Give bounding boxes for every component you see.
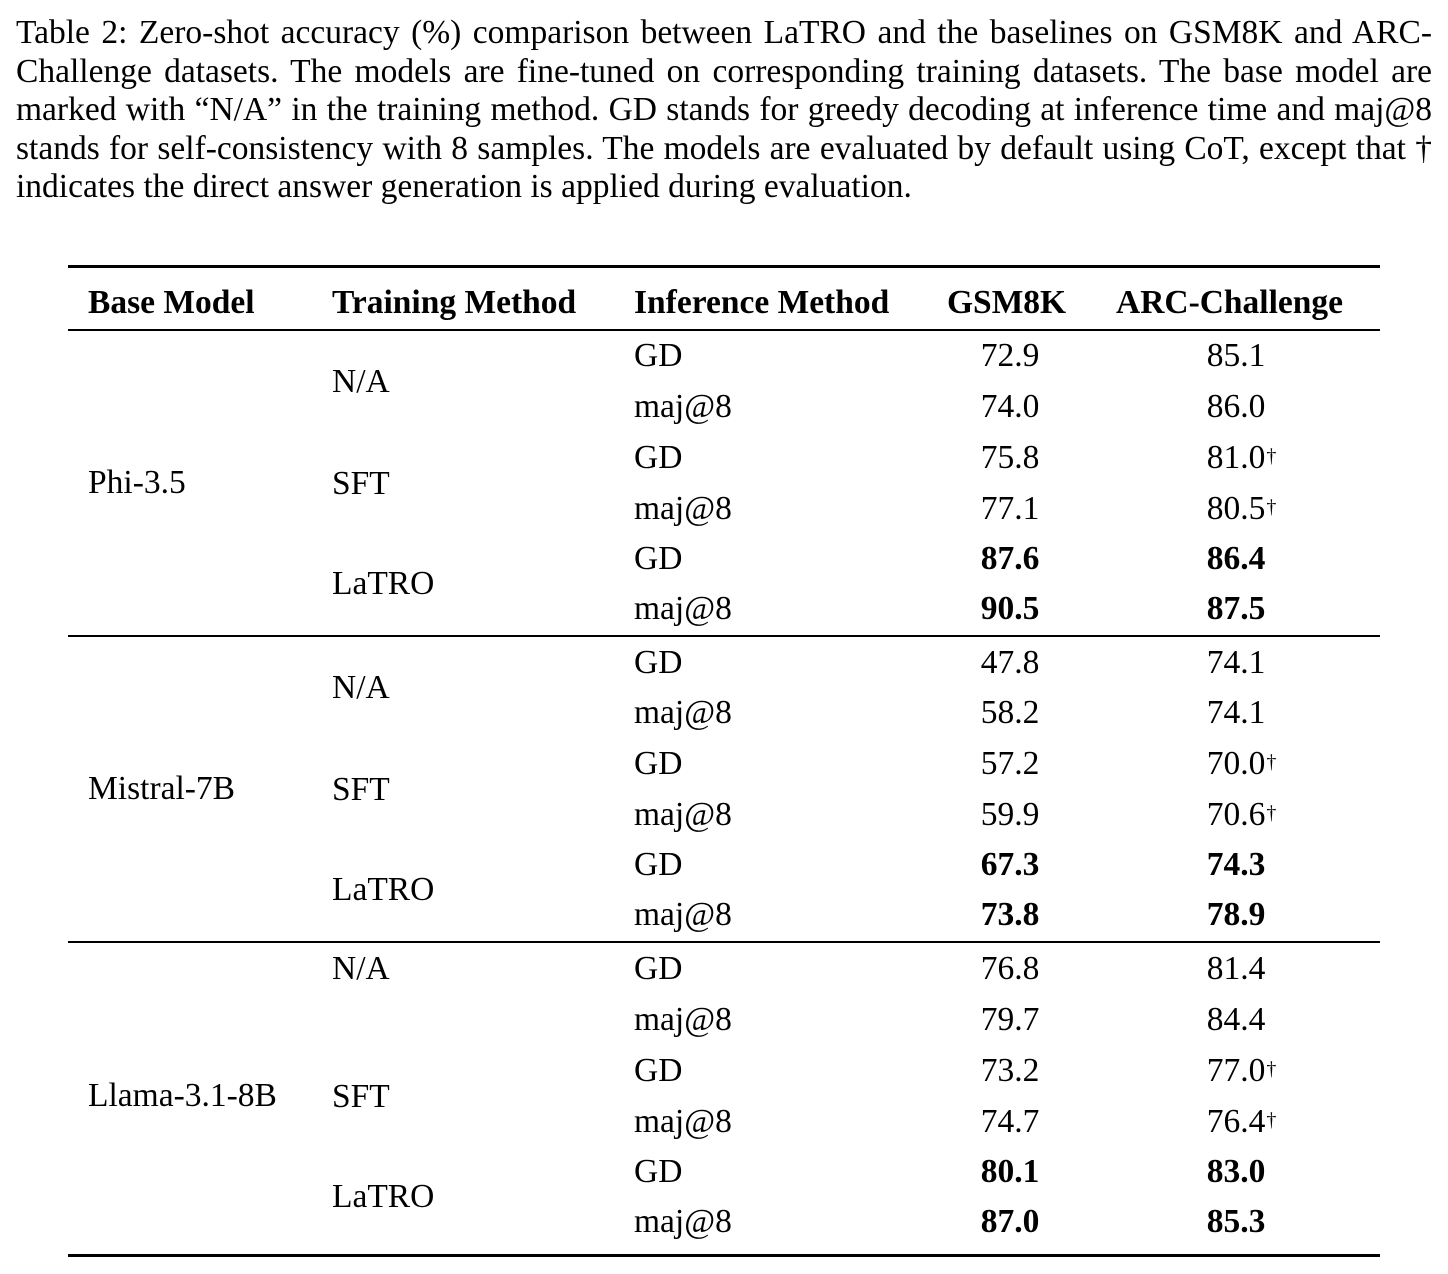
gsm8k-cell-value: 57.2 <box>980 745 1040 782</box>
arc-challenge-cell-value: 86.4 <box>1206 540 1266 577</box>
arc-challenge-cell <box>1136 389 1336 425</box>
arc-challenge-cell-value: 77.0 <box>1206 1052 1266 1089</box>
arc-challenge-cell-value: 86.0 <box>1206 388 1266 425</box>
arc-challenge-cell-value: 70.0 <box>1206 745 1266 782</box>
arc-challenge-cell <box>1136 591 1336 627</box>
inference-method-cell: maj@8 <box>634 796 732 833</box>
inference-method-cell: maj@8 <box>634 896 732 933</box>
gsm8k-cell <box>910 1104 1110 1140</box>
header-gsm8k: GSM8K <box>947 284 1067 321</box>
arc-challenge-cell-value: 76.4 <box>1206 1103 1266 1140</box>
arc-challenge-cell-value: 74.1 <box>1206 694 1266 731</box>
inference-method-cell: GD <box>634 1153 683 1190</box>
gsm8k-cell <box>910 746 1110 782</box>
arc-challenge-cell-value: 85.3 <box>1206 1203 1266 1240</box>
inference-method-cell: maj@8 <box>634 1203 732 1240</box>
gsm8k-cell <box>910 1204 1110 1240</box>
inference-method-cell: GD <box>634 540 683 577</box>
arc-challenge-cell <box>1136 1154 1336 1190</box>
arc-challenge-cell-value: 80.5 <box>1206 490 1266 527</box>
arc-challenge-cell <box>1136 746 1336 782</box>
gsm8k-cell-value: 74.0 <box>980 388 1040 425</box>
arc-challenge-cell-value: 84.4 <box>1206 1001 1266 1038</box>
table-caption: Table 2: Zero-shot accuracy (%) comparison between LaTRO and the baselines on GSM8K and ARC-Challenge datasets. The models are fine-tuned on corresponding training datasets. The base model are marked with “N/A” in the training method. GD stands for greedy decoding at inference time and maj@8 stands for self-consistency with 8 samples. The models are evaluated by default using CoT, except that † indicates the direct answer generation is applied during evaluation. <box>16 14 1432 206</box>
header-arc-challenge: ARC-Challenge <box>1116 284 1344 321</box>
arc-challenge-cell <box>1136 491 1336 527</box>
arc-challenge-cell <box>1136 951 1336 987</box>
arc-challenge-cell <box>1136 797 1336 833</box>
group-separator-rule <box>68 941 1380 943</box>
arc-challenge-cell <box>1136 847 1336 883</box>
arc-challenge-cell-value: 85.1 <box>1206 337 1266 374</box>
gsm8k-cell <box>910 440 1110 476</box>
arc-challenge-cell <box>1136 695 1336 731</box>
dagger-mark: † <box>1266 496 1277 518</box>
gsm8k-cell-value: 80.1 <box>980 1153 1040 1190</box>
gsm8k-cell <box>910 541 1110 577</box>
table-top-rule <box>68 265 1380 268</box>
dagger-mark: † <box>1266 1058 1277 1080</box>
header-training-method: Training Method <box>332 284 577 321</box>
training-method-label: N/A <box>332 950 390 987</box>
inference-method-cell: GD <box>634 337 683 374</box>
gsm8k-cell-value: 87.6 <box>980 540 1040 577</box>
dagger-mark: † <box>1266 1109 1277 1131</box>
base-model-label: Phi-3.5 <box>88 463 186 501</box>
gsm8k-cell-value: 73.8 <box>980 896 1040 933</box>
dagger-mark: † <box>1266 445 1277 467</box>
dagger-mark: † <box>1266 802 1277 824</box>
inference-method-cell: GD <box>634 950 683 987</box>
arc-challenge-cell <box>1136 1204 1336 1240</box>
arc-challenge-cell <box>1136 338 1336 374</box>
header-base-model: Base Model <box>88 284 255 321</box>
gsm8k-cell <box>910 1053 1110 1089</box>
inference-method-cell: maj@8 <box>634 1001 732 1038</box>
training-method-label: N/A <box>332 669 390 706</box>
gsm8k-cell <box>910 847 1110 883</box>
header-rule <box>68 329 1380 331</box>
gsm8k-cell-value: 73.2 <box>980 1052 1040 1089</box>
training-method-label: SFT <box>332 464 390 502</box>
gsm8k-cell <box>910 695 1110 731</box>
base-model-label: Llama-3.1-8B <box>88 1076 277 1114</box>
training-method-label: LaTRO <box>332 565 435 602</box>
gsm8k-cell-value: 87.0 <box>980 1203 1040 1240</box>
base-model-label: Mistral-7B <box>88 770 236 807</box>
gsm8k-cell <box>910 389 1110 425</box>
dagger-mark: † <box>1266 751 1277 773</box>
inference-method-cell: GD <box>634 846 683 883</box>
gsm8k-cell-value: 72.9 <box>980 337 1040 374</box>
inference-method-cell: maj@8 <box>634 490 732 527</box>
arc-challenge-cell-value: 74.3 <box>1206 846 1266 883</box>
gsm8k-cell-value: 67.3 <box>980 846 1040 883</box>
inference-method-cell: maj@8 <box>634 1103 732 1140</box>
training-method-label: LaTRO <box>332 871 435 908</box>
group-separator-rule <box>68 635 1380 637</box>
gsm8k-cell <box>910 491 1110 527</box>
gsm8k-cell-value: 75.8 <box>980 439 1040 476</box>
gsm8k-cell-value: 47.8 <box>980 644 1040 681</box>
arc-challenge-cell-value: 70.6 <box>1206 796 1266 833</box>
inference-method-cell: GD <box>634 1052 683 1089</box>
training-method-label: LaTRO <box>332 1178 435 1215</box>
gsm8k-cell-value: 76.8 <box>980 950 1040 987</box>
inference-method-cell: GD <box>634 644 683 681</box>
gsm8k-cell <box>910 951 1110 987</box>
arc-challenge-cell <box>1136 645 1336 681</box>
gsm8k-cell <box>910 591 1110 627</box>
training-method-label: SFT <box>332 770 390 808</box>
gsm8k-cell-value: 79.7 <box>980 1001 1040 1038</box>
gsm8k-cell-value: 58.2 <box>980 694 1040 731</box>
inference-method-cell: GD <box>634 745 683 782</box>
gsm8k-cell <box>910 1154 1110 1190</box>
training-method-label: SFT <box>332 1077 390 1115</box>
arc-challenge-cell-value: 87.5 <box>1206 590 1266 627</box>
arc-challenge-cell <box>1136 1053 1336 1089</box>
table-bottom-rule <box>68 1254 1380 1257</box>
arc-challenge-cell <box>1136 1002 1336 1038</box>
gsm8k-cell-value: 90.5 <box>980 590 1040 627</box>
gsm8k-cell-value: 74.7 <box>980 1103 1040 1140</box>
arc-challenge-cell-value: 81.0 <box>1206 439 1266 476</box>
arc-challenge-cell <box>1136 440 1336 476</box>
inference-method-cell: maj@8 <box>634 694 732 731</box>
gsm8k-cell <box>910 338 1110 374</box>
gsm8k-cell <box>910 897 1110 933</box>
arc-challenge-cell <box>1136 1104 1336 1140</box>
gsm8k-cell-value: 59.9 <box>980 796 1040 833</box>
arc-challenge-cell <box>1136 541 1336 577</box>
header-inference-method: Inference Method <box>634 284 890 321</box>
gsm8k-cell <box>910 1002 1110 1038</box>
inference-method-cell: maj@8 <box>634 388 732 425</box>
inference-method-cell: GD <box>634 439 683 476</box>
training-method-label: N/A <box>332 362 390 400</box>
arc-challenge-cell-value: 74.1 <box>1206 644 1266 681</box>
gsm8k-cell <box>910 797 1110 833</box>
arc-challenge-cell-value: 83.0 <box>1206 1153 1266 1190</box>
inference-method-cell: maj@8 <box>634 590 732 627</box>
arc-challenge-cell <box>1136 897 1336 933</box>
arc-challenge-cell-value: 78.9 <box>1206 896 1266 933</box>
gsm8k-cell <box>910 645 1110 681</box>
arc-challenge-cell-value: 81.4 <box>1206 950 1266 987</box>
gsm8k-cell-value: 77.1 <box>980 490 1040 527</box>
